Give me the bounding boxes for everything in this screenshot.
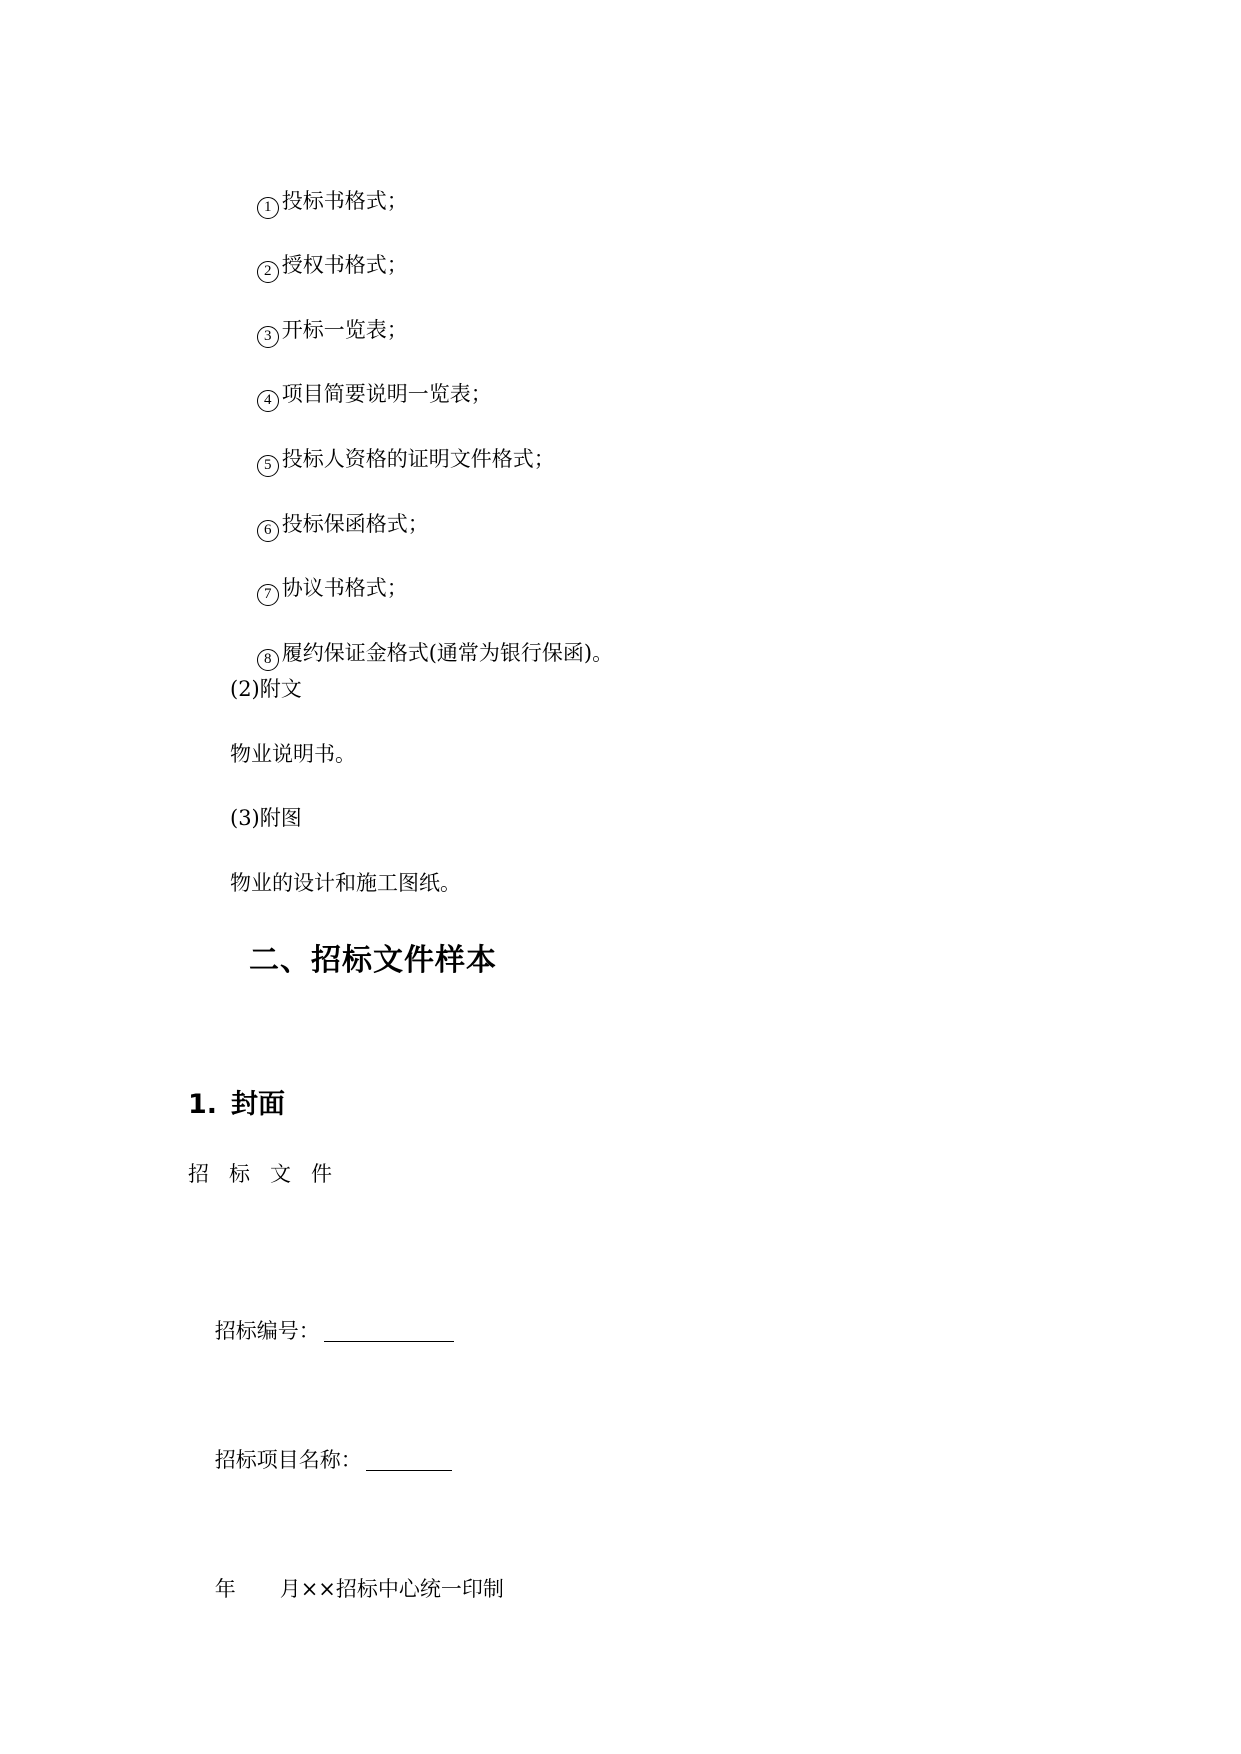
cover-title: 招标文件 <box>188 1162 352 1186</box>
subsection-title: 封面 <box>231 1089 286 1120</box>
appendix-drawing-body: 物业的设计和施工图纸。 <box>230 871 461 895</box>
project-name-line <box>188 1418 452 1502</box>
circled-number: 8 <box>257 649 279 671</box>
subsection-heading <box>188 1087 285 1123</box>
circled-number: 3 <box>257 326 279 348</box>
list-item-text: 投标人资格的证明文件格式； <box>281 447 555 471</box>
project-name-blank <box>366 1448 452 1471</box>
list-item-text: 履约保证金格式(通常为银行保函)。 <box>281 641 614 665</box>
list-item-text: 授权书格式； <box>281 253 408 277</box>
bid-number-label: 招标编号： <box>214 1319 320 1343</box>
appendix-text-body: 物业说明书。 <box>230 742 356 766</box>
list-item-text: 投标书格式； <box>281 189 408 213</box>
appendix-drawing-heading: (3)附图 <box>230 806 302 830</box>
circled-number: 5 <box>257 455 279 477</box>
list-item-text: 协议书格式； <box>281 576 408 600</box>
circled-number: 6 <box>257 520 279 542</box>
list-item-text: 项目简要说明一览表； <box>281 382 492 406</box>
list-item-text: 开标一览表； <box>281 318 408 342</box>
footer-year: 年 <box>214 1577 236 1601</box>
circled-number: 4 <box>257 390 279 412</box>
circled-number: 7 <box>257 584 279 606</box>
circled-number: 1 <box>257 197 279 219</box>
footer-rest: 月××招标中心统一印制 <box>279 1577 504 1601</box>
project-name-label: 招标项目名称： <box>214 1448 362 1472</box>
list-item-text: 投标保函格式； <box>281 512 429 536</box>
footer-line <box>188 1547 504 1631</box>
section-heading: 二、招标文件样本 <box>249 943 497 978</box>
circled-number: 2 <box>257 261 279 283</box>
bid-number-blank <box>324 1319 454 1342</box>
appendix-text-heading: (2)附文 <box>230 677 302 701</box>
subsection-number: 1. <box>188 1089 218 1120</box>
bid-number-line <box>188 1289 454 1373</box>
